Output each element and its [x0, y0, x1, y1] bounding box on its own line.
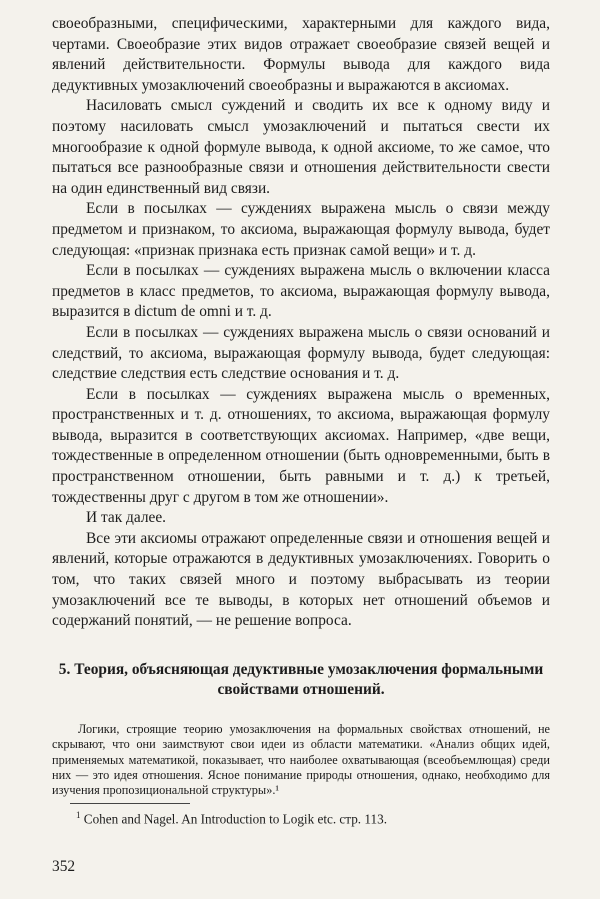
paragraph-6: Если в посылках — суждениях выражена мысль о временных, пространственных и т. д. отношениях, то аксиома, выражающая формулу вывода, выразится в соответствующих аксиомах. Например, «две вещи, тождественные в определенном отношении (быть одновременными, быть в пространственном отношении, быть равными и т. д.) к третьей, тождественны друг с другом в том же отношении».: [52, 385, 550, 506]
footnote-mark: 1: [76, 809, 81, 820]
paragraph-8: Все эти аксиомы отражают определенные связи и отношения вещей и явлений, которые отражаются в дедуктивных умозаключениях. Говорить о том, что таких связей много и поэтому выбрасывать из теории умозаключений все те выводы, в которых нет отношений объемов и содержаний понятий, — не решение вопроса.: [52, 529, 550, 630]
main-text: [52, 14, 550, 632]
paragraph-1: своеобразными, специфическими, характерными для каждого вида, чертами. Своеобразие этих видов отражает своеобразие связей вещей и явлений действительности. Формулы вывода для каждого вида дедуктивных умозаключений своеобразны и выражаются в аксиомах.: [52, 15, 550, 94]
section-title: 5. Теория, объясняющая дедуктивные умозаключения формальными свойствами отношений.: [58, 660, 544, 698]
paragraph-7: И так далее.: [86, 509, 167, 527]
footnote: [52, 807, 550, 827]
paragraph-5: Если в посылках — суждениях выражена мысль о связи оснований и следствий, то аксиома, выражающая формулу вывода, будет следующая: следствие следствия есть следствие основания и т. д.: [52, 323, 550, 383]
paragraph-2: Насиловать смысл суждений и сводить их все к одному виду и поэтому насиловать смысл умозаключений и пытаться свести их многообразие к одной формуле вывода, к одной аксиоме, то же самое, что пытаться все разнообразные связи и отношения действительности свести на один единственный вид связи.: [52, 97, 550, 197]
paragraph-4: Если в посылках — суждениях выражена мысль о включении класса предметов в класс предметов, то аксиома, выражающая формулу вывода, выразится в dictum de omni и т. д.: [52, 262, 550, 321]
footnote-text: Cohen and Nagel. An Introduction to Logik etc. стр. 113.: [83, 811, 387, 827]
footnote-divider: [70, 803, 190, 804]
small-paragraph: Логики, строящие теорию умозаключения на формальных свойствах отношений, не скрывают, что они заимствуют свои идеи из области математики. «Анализ общих идей, применяемых математикой, показывает, что наиболее охватывающая (всеобъемлющая) среди них — это идея отношения. Ясное понимание природы отношения, однако, необходимо для изучения пропозициональной структуры».¹: [52, 721, 550, 798]
small-print-block: [52, 722, 550, 799]
page-body: [52, 14, 550, 827]
paragraph-3: Если в посылках — суждениях выражена мысль о связи между предметом и признаком, то аксиома, выражающая формулу вывода, будет следующая: «признак признака есть признак самой вещи» и т. д.: [52, 200, 550, 259]
page-number: 352: [52, 858, 76, 875]
